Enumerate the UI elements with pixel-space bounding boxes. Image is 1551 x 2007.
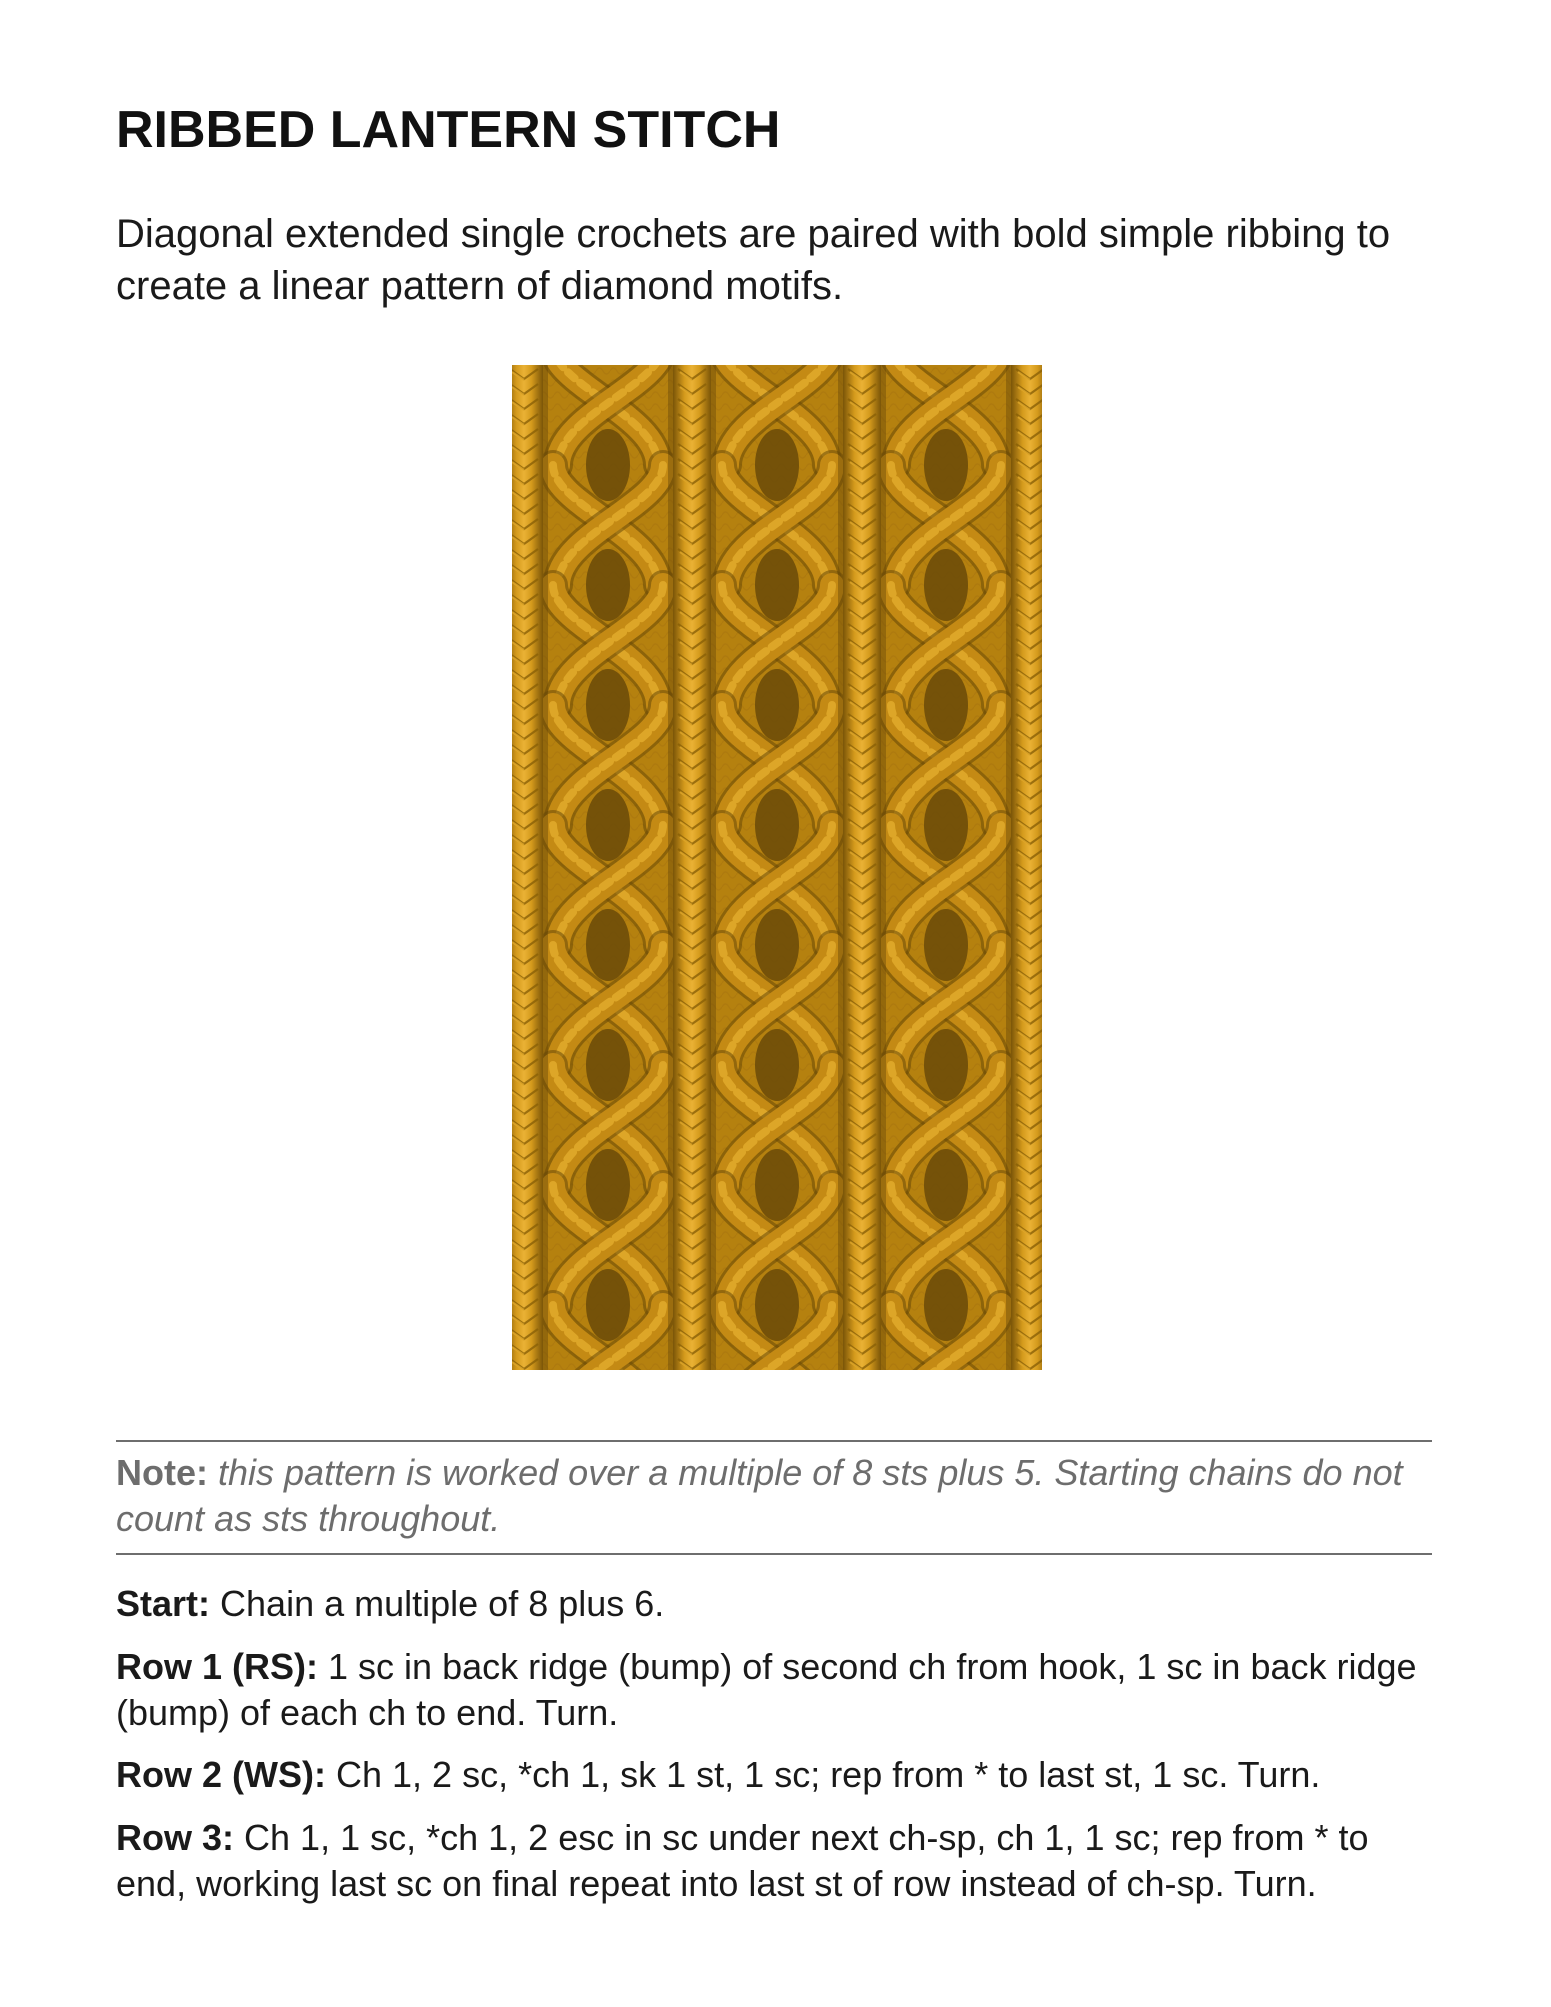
step-row-3 bbox=[116, 1815, 1432, 1907]
note-text: this pattern is worked over a multiple of 8 sts plus 5. Starting chains do not count as sts throughout. bbox=[116, 1452, 1403, 1539]
step-row-1 bbox=[116, 1644, 1432, 1736]
step-text: 1 sc in back ridge (bump) of second ch from hook, 1 sc in back ridge (bump) of each ch to end. Turn. bbox=[116, 1646, 1417, 1733]
intro-paragraph: Diagonal extended single crochets are paired with bold simple ribbing to create a linear pattern of diamond motifs. bbox=[116, 212, 1391, 308]
step-text: Chain a multiple of 8 plus 6. bbox=[220, 1583, 665, 1624]
swatch-photo bbox=[512, 365, 1042, 1370]
step-text: Ch 1, 2 sc, *ch 1, sk 1 st, 1 sc; rep from * to last st, 1 sc. Turn. bbox=[336, 1754, 1321, 1795]
step-text: Ch 1, 1 sc, *ch 1, 2 esc in sc under next ch-sp, ch 1, 1 sc; rep from * to end, working last sc on final repeat into last st of row instead of ch-sp. Turn. bbox=[116, 1817, 1369, 1904]
swatch-image bbox=[512, 365, 1042, 1370]
note-block bbox=[116, 1450, 1432, 1542]
step-label: Row 1 (RS): bbox=[116, 1646, 318, 1687]
note-bottom-divider bbox=[116, 1553, 1432, 1555]
step-label: Row 3: bbox=[116, 1817, 235, 1858]
step-row-2 bbox=[116, 1752, 1432, 1798]
step-start bbox=[116, 1581, 1432, 1627]
step-label: Row 2 (WS): bbox=[116, 1754, 326, 1795]
note-label: Note: bbox=[116, 1452, 208, 1493]
step-label: Start: bbox=[116, 1583, 211, 1624]
pattern-page bbox=[116, 0, 1432, 2007]
note-top-divider bbox=[116, 1440, 1432, 1442]
page-title: RIBBED LANTERN STITCH bbox=[116, 101, 781, 159]
